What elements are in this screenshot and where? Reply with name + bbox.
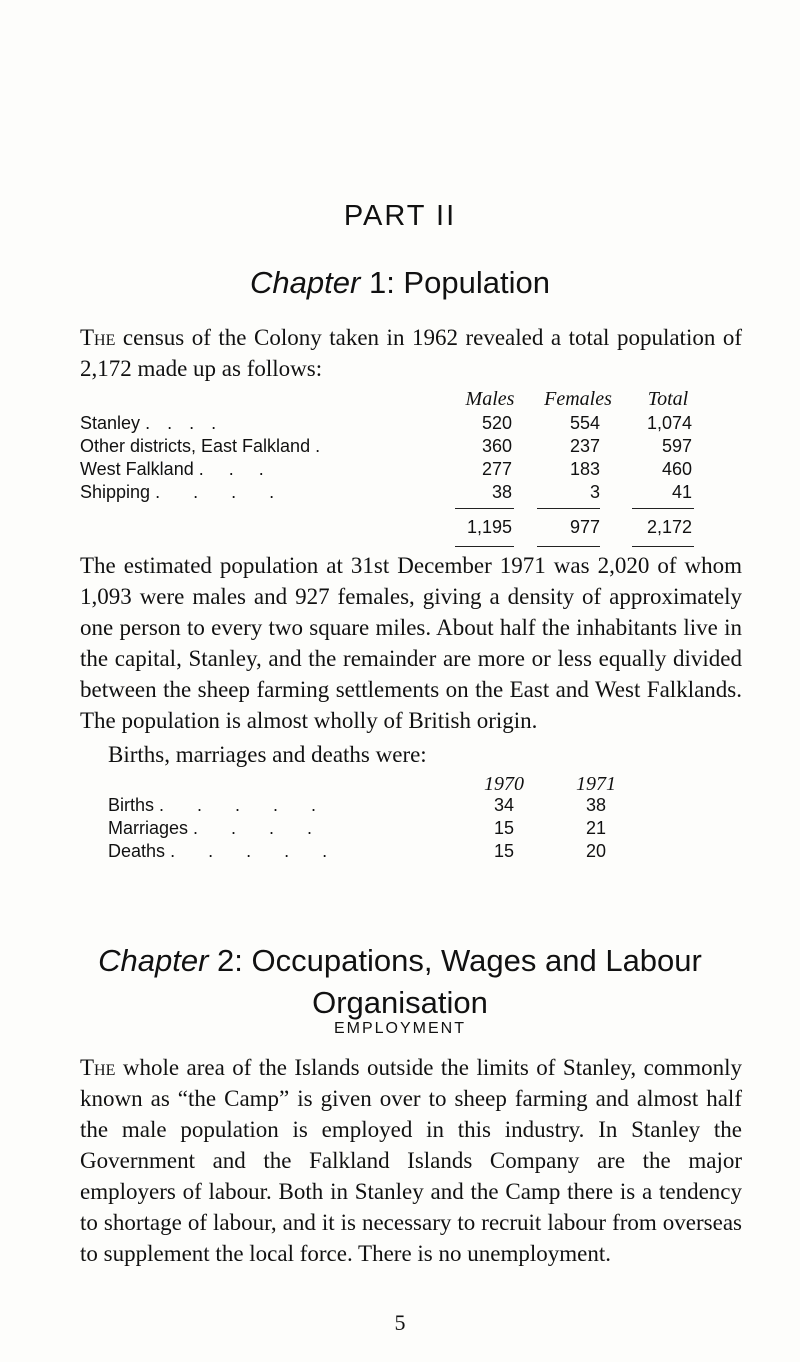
leader-dots: . . . . bbox=[155, 482, 289, 502]
chapter-1-text: 1: Population bbox=[360, 265, 550, 300]
census-total: 41 bbox=[671, 482, 692, 502]
leader-dots: . bbox=[315, 436, 321, 456]
leader-dots: . . . . . bbox=[159, 795, 331, 815]
leader-dots: . . . . . bbox=[170, 841, 342, 861]
vital-intro: Births, marriages and deaths were: bbox=[108, 742, 427, 767]
vital-row-label bbox=[108, 841, 341, 862]
total-rule bbox=[455, 546, 514, 547]
employment-text: whole area of the Islands outside the limits of Stanley, commonly known as “the Camp” is given over to sheep farming and almost half the male population is employed in this industry. In Stanley the Government and the Falkland Islands Company are the major employers of labour. Both in Stanley and the Camp there is a tendency to shortage of labour, and it is necessary to recruit labour from overseas to supplement the local force. There is no unemployment. bbox=[80, 1055, 742, 1266]
vital-header-1971: 1971 bbox=[576, 773, 616, 795]
vital-row-label bbox=[108, 818, 326, 839]
vital-1971: 38 bbox=[585, 795, 607, 815]
chapter-2-text: 2: Occupations, Wages and Labour bbox=[208, 943, 702, 978]
vital-1971: 21 bbox=[585, 818, 607, 838]
part-title: PART II bbox=[343, 200, 457, 232]
employment-heading: EMPLOYMENT bbox=[333, 1020, 466, 1037]
census-total: 460 bbox=[661, 459, 692, 479]
estimate-paragraph: The estimated population at 31st December 1971 was 2,020 of whom 1,093 were males and 927 females, giving a density of approximately one person to every two square miles. About half the inhabitants live in the capital, Stanley, and the remainder are more or less equally divided between the sheep farming settlements on the East and West Falklands. The population is almost wholly of British origin. bbox=[80, 553, 742, 733]
census-total: 1,074 bbox=[646, 413, 692, 433]
leader-dots: . . . . bbox=[145, 413, 223, 433]
page-number: 5 bbox=[394, 1310, 406, 1335]
census-males: 360 bbox=[481, 436, 512, 456]
census-row-label bbox=[80, 459, 274, 480]
vital-1970: 34 bbox=[493, 795, 515, 815]
employment-lead: The bbox=[80, 1055, 116, 1080]
vital-row-label bbox=[108, 795, 330, 816]
census-total-males: 1,195 bbox=[466, 517, 512, 537]
row-label: Deaths bbox=[108, 841, 166, 861]
intro-paragraph bbox=[80, 322, 742, 384]
subtotal-rule bbox=[455, 508, 514, 509]
chapter-2-line-1 bbox=[0, 940, 800, 982]
census-row-label bbox=[80, 482, 288, 503]
vital-header-1970: 1970 bbox=[484, 773, 524, 795]
chapter-2-label: Chapter bbox=[98, 943, 209, 978]
census-females: 237 bbox=[569, 436, 600, 456]
subtotal-rule bbox=[537, 508, 600, 509]
total-rule bbox=[632, 546, 694, 547]
subtotal-rule bbox=[632, 508, 694, 509]
census-males: 520 bbox=[481, 413, 512, 433]
census-females: 554 bbox=[569, 413, 600, 433]
chapter-1-title bbox=[0, 262, 800, 304]
census-females: 183 bbox=[569, 459, 600, 479]
census-females: 3 bbox=[589, 482, 600, 502]
row-label: Births bbox=[108, 795, 155, 815]
leader-dots: . . . . bbox=[193, 818, 327, 838]
leader-dots: . . . bbox=[198, 459, 274, 479]
chapter-1-label: Chapter bbox=[250, 265, 361, 300]
intro-lead: The bbox=[80, 325, 116, 350]
employment-paragraph bbox=[80, 1052, 742, 1269]
census-row-label bbox=[80, 413, 222, 434]
census-males: 38 bbox=[491, 482, 512, 502]
row-label: West Falkland bbox=[80, 459, 194, 479]
row-label: Stanley bbox=[80, 413, 141, 433]
vital-1970: 15 bbox=[493, 818, 515, 838]
total-rule bbox=[537, 546, 600, 547]
census-total: 597 bbox=[661, 436, 692, 456]
census-males: 277 bbox=[481, 459, 512, 479]
chapter-2-title bbox=[0, 940, 800, 1024]
census-header-total: Total bbox=[647, 388, 689, 410]
chapter-2-line-2: Organisation bbox=[312, 985, 488, 1020]
vital-1971: 20 bbox=[585, 841, 607, 861]
census-total-females: 977 bbox=[569, 517, 600, 537]
vital-1970: 15 bbox=[493, 841, 515, 861]
census-total-total: 2,172 bbox=[646, 517, 692, 537]
row-label: Other districts, East Falkland bbox=[80, 436, 311, 456]
census-row-label bbox=[80, 436, 320, 457]
row-label: Marriages bbox=[108, 818, 189, 838]
census-header-females: Females bbox=[544, 388, 612, 410]
intro-text: census of the Colony taken in 1962 revealed a total population of 2,172 made up as follows: bbox=[80, 325, 742, 381]
row-label: Shipping bbox=[80, 482, 151, 502]
census-header-males: Males bbox=[465, 388, 515, 410]
